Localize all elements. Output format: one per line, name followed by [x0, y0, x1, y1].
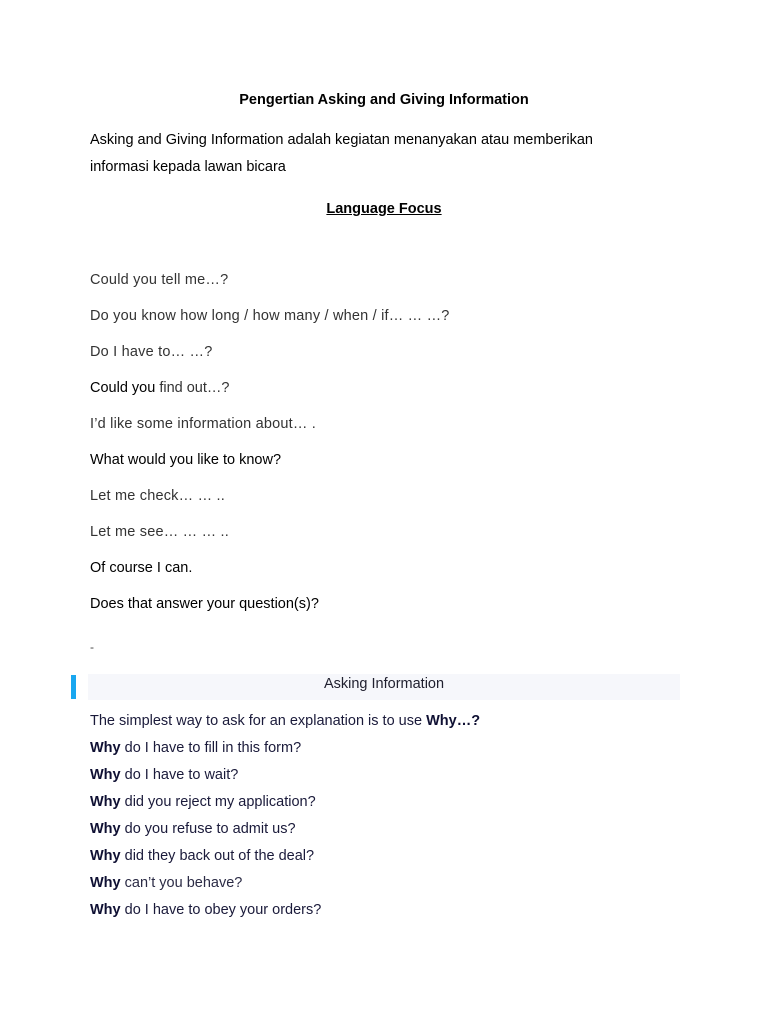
phrase-item: I’d like some information about… . [90, 416, 317, 432]
why-word: Why [90, 848, 121, 864]
section-heading: Asking Information [88, 674, 680, 700]
phrase-item: What would you like to know? [90, 452, 282, 468]
phrase-item: Do I have to… …? [90, 344, 213, 360]
phrase-part: find out…? [155, 380, 230, 396]
why-word: Why [90, 821, 121, 837]
phrase-item: Does that answer your question(s)? [90, 596, 319, 612]
why-row [90, 762, 690, 789]
phrase-item: Do you know how long / how many / when / if… … …? [90, 308, 450, 324]
why-text: do you refuse to admit us? [120, 821, 296, 837]
phrase-item: Of course I can. [90, 560, 193, 576]
why-row [90, 816, 690, 843]
why-text: did you reject my application? [120, 794, 316, 810]
page-title: Pengertian Asking and Giving Information [239, 92, 529, 108]
why-text: did they back out of the deal? [120, 848, 315, 864]
phrase-item: Let me check… … .. [90, 488, 225, 504]
separator-dash: - [90, 640, 94, 654]
phrase-item [90, 380, 229, 396]
why-row [90, 897, 690, 924]
why-word: Why [90, 767, 121, 783]
why-text: can’t you behave? [120, 875, 243, 891]
why-examples [90, 708, 690, 924]
why-text: do I have to obey your orders? [120, 902, 322, 918]
intro-paragraph [90, 127, 690, 181]
intro-line: informasi kepada lawan bicara [90, 159, 286, 175]
why-intro-bold: Why…? [426, 713, 481, 729]
why-text: do I have to wait? [120, 767, 239, 783]
why-word: Why [90, 875, 121, 891]
why-intro-text: The simplest way to ask for an explanation is to use [90, 713, 427, 729]
why-row [90, 789, 690, 816]
section-accent-bar [71, 675, 76, 699]
why-word: Why [90, 902, 121, 918]
intro-line: Asking and Giving Information adalah kegiatan menanyakan atau memberikan [90, 132, 593, 148]
why-intro [90, 708, 690, 735]
why-row [90, 870, 690, 897]
phrase-item: Let me see… … … .. [90, 524, 229, 540]
why-row [90, 843, 690, 870]
why-word: Why [90, 740, 121, 756]
phrase-part: Could you [90, 380, 156, 396]
why-word: Why [90, 794, 121, 810]
why-row [90, 735, 690, 762]
phrase-item: Could you tell me…? [90, 272, 229, 288]
language-focus-heading: Language Focus [326, 201, 442, 217]
why-text: do I have to fill in this form? [120, 740, 302, 756]
